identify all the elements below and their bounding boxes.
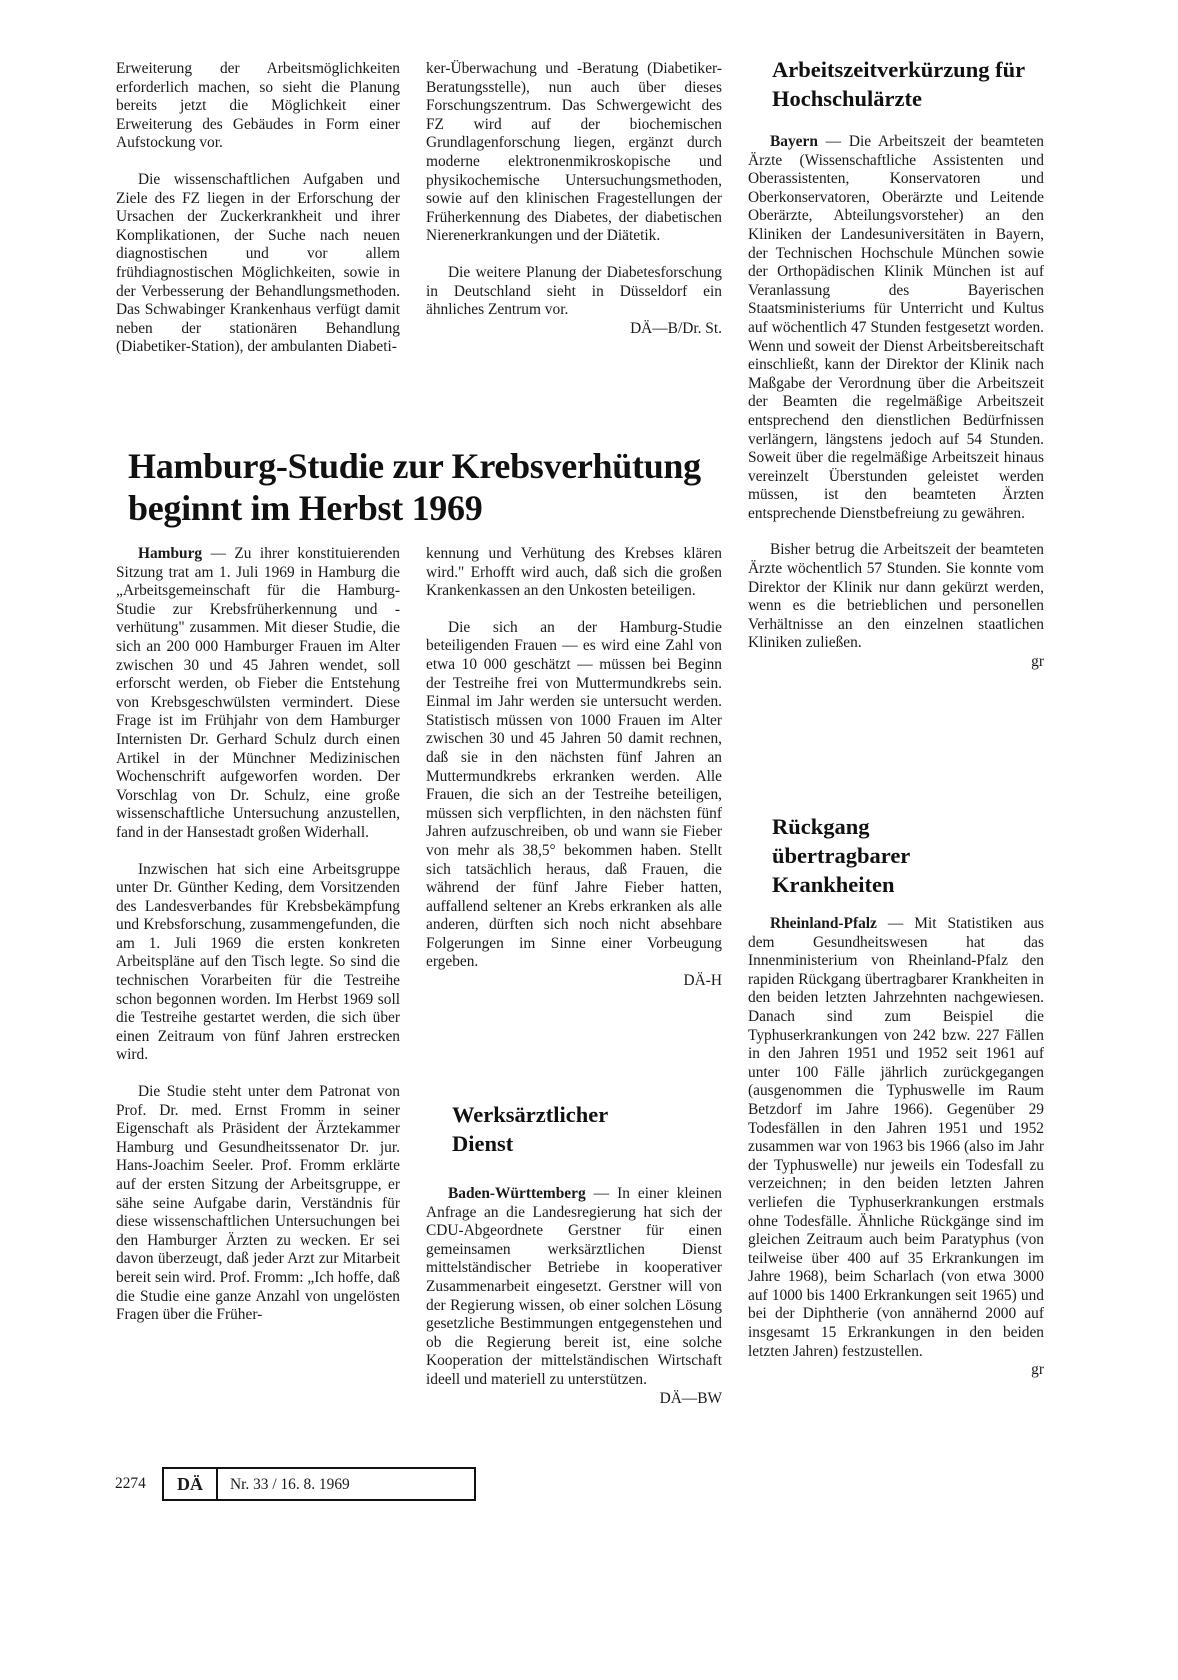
page-number: 2274 [115,1475,146,1492]
arbeitszeit-paragraph-1-text: — Die Arbeitszeit der beamteten Ärzte (Wissenschaftliche Assistenten und Oberassistenten, Konservatoren und Oberkonservatoren, Oberärzte und Leitende Oberärzte, Abteilungsvorsteher) an den Kliniken der Landesuniversitäten in Bayern, der Technischen Hochschule München sowie der Orthopädischen Klinik München ist auf Veranlassung des Bayerischen Staatsministeriums für Unterricht und Kultus auf wöchentlich 47 Stunden festgesetzt worden. Wenn und soweit der Dienst Arbeitsbereitschaft einschließt, kann der Direktor der Klinik nach Maßgabe der Verordnung über die Arbeitszeit der Beamten die regelmäßige Arbeitszeit entsprechend den dienstlichen Bedürfnissen verlängern, längstens jedoch auf 54 Stunden. Soweit über die regelmäßige Arbeitszeit hinaus vereinzelt Überstunden geleistet werden müssen, ist den beamteten Ärzten entsprechende Dienstbefreiung zu gewähren. [748,133,1044,522]
hamburg-col1 [116,545,400,1343]
issue-box [162,1467,476,1501]
rueckgang-body [748,915,1044,1380]
col1-top-paragraph-1: Erweiterung der Arbeitsmöglichkeiten erforderlich machen, so sieht die Planung bereits jetzt die Möglichkeit einer Erweiterung des Gebäudes in Form einer Aufstockung vor. [116,60,400,152]
arbeitszeit-paragraph-2: Bisher betrug die Arbeitszeit der beamteten Ärzte wöchentlich 57 Stunden. Sie konnte vom Direktor der Klinik nur dann gekürzt werden, wenn es die betrieblichen und personellen Verhältnisse an den einzelnen staatlichen Kliniken zuließen. [748,541,1044,652]
hamburg-location: Hamburg [138,545,203,562]
col2-top-continuation [426,60,722,338]
werk-signature: DÄ—BW [659,1389,722,1407]
col1-top-continuation [116,60,400,375]
rueckgang-paragraph-1 [748,915,1044,1361]
journal-logo: DÄ [164,1469,218,1499]
arbeitszeit-body [748,133,1044,672]
rueckgang-location: Rheinland-Pfalz [770,915,877,932]
werk-location: Baden-Württemberg [448,1185,586,1202]
hamburg-paragraph-1 [116,545,400,843]
hamburg-paragraph-2: Inzwischen hat sich eine Arbeitsgruppe unter Dr. Günther Keding, dem Vorsitzenden des Landesverbandes für Krebsbekämpfung und Krebsforschung, zusammengefunden, die am 1. Juli 1969 die ersten konkreten Arbeitspläne auf den Tisch legte. So sind die technischen Vorarbeiten für die Testreihe schon begonnen worden. Im Herbst 1969 soll die Testreihe gestartet werden, die sich über einen Zeitraum von fünf Jahren erstrecken wird. [116,860,400,1064]
hamburg-paragraph-4: kennung und Verhütung des Krebses klären wird." Erhofft wird auch, daß sich die großen Krankenkassen an den Unkosten beteiligen. [426,545,722,600]
rueckgang-paragraph-1-text: — Mit Statistiken aus dem Gesundheitswesen hat das Innenministerium von Rheinland-Pfalz den rapiden Rückgang übertragbarer Krankheiten in den beiden letzten Jahrzehnten nachgewiesen. Danach sind zum Beispiel die Typhuserkrankungen von 242 bzw. 227 Fällen in den Jahren 1951 und 1952 seit 1961 auf unter 100 Fälle jährlich zurückgegangen (ausgenommen die Typhuswelle im Raum Betzdorf im Jahre 1966). Gegenüber 29 Todesfällen in den Jahren 1951 und 1952 zusammen war von 1963 bis 1966 (also im Jahr der Typhuswelle) nur jeweils ein Todesfall zu verzeichnen; in den beiden letzten Jahren verliefen die Typhuserkrankungen erstmals ohne Todesfälle. Ähnliche Rückgänge sind im gleichen Zeitraum auch beim Paratyphus (von teilweise über 400 auf 35 Erkrankungen im Jahre 1968), beim Scharlach (von etwa 3000 auf 1000 bis 1400 Erkrankungen seit 1965) und bei der Diphtherie (von annähernd 2000 auf insgesamt 15 Erkrankungen in den beiden letzten Jahren) festzustellen. [748,915,1044,1360]
arbeitszeit-signature: gr [1031,653,1044,671]
hamburg-signature: DÄ-H [683,972,722,990]
werk-paragraph-1 [426,1185,722,1390]
arbeitszeit-location: Bayern [770,133,818,150]
col1-top-paragraph-2: Die wissenschaftlichen Aufgaben und Ziele des FZ liegen in der Erforschung der Ursachen der Zuckerkrankheit und ihrer Komplikationen, der Suche nach neuen diagnostischen und vor allem frühdiagnostischen Möglichkeiten, sowie in der Verbesserung der Behandlungsmethoden. Das Schwabinger Krankenhaus verfügt damit neben der stationären Behandlung (Diabetiker-Station), der ambulanten Diabeti- [116,170,400,356]
hamburg-paragraph-5: Die sich an der Hamburg-Studie beteiligenden Frauen — es wird eine Zahl von etwa 10 000 geschätzt — müssen bei Beginn der Testreihe frei von Muttermundkrebs sein. Einmal im Jahr werden sie untersucht werden. Statistisch müssen von 1000 Frauen im Alter zwischen 30 und 45 Jahren 50 damit rechnen, daß sie in den nächsten fünf Jahren an Muttermundkrebs erkranken werden. Alle Frauen, die sich an der Testreihe beteiligen, müssen sich verpflichten, in den nächsten fünf Jahren aufzuschreiben, ob und wann sie Fieber von mehr als 38,5° bekommen haben. Stellt sich tatsächlich heraus, daß Frauen, die während der fünf Jahre Fieber hatten, auffallend seltener an Krebs erkranken als alle anderen, dürften sich noch nicht absehbare Folgerungen im Sinne einer Vorbeugung ergeben. [426,618,722,971]
hamburg-col2 [426,545,722,991]
werk-body [426,1185,722,1408]
col2-top-paragraph-1: ker-Überwachung und -Beratung (Diabetiker-Beratungsstelle), nun auch über dieses Forschungszentrum. Das Schwergewicht des FZ wird auf der biochemischen Grundlagenforschung liegen, ergänzt durch moderne elektronenmikroskopische und physikochemische Untersuchungsmethoden, sowie auf den klinischen Fragestellungen der Früherkennung des Diabetes, der diabetischen Nierenerkrankungen und der Diätetik. [426,60,722,245]
hamburg-paragraph-1-text: — Zu ihrer konstituierenden Sitzung trat am 1. Juli 1969 in Hamburg die „Arbeitsgemeinschaft für die Hamburg-Studie zur Krebsfrüherkennung und -verhütung" zusammen. Mit dieser Studie, die sich an 200 000 Hamburger Frauen im Alter zwischen 30 und 45 Jahren wendet, soll erforscht werden, ob Fieber die Entstehung von Krebsgeschwülsten vermindert. Diese Frage ist im Frühjahr von dem Hamburger Internisten Dr. Gerhard Schulz durch einen Artikel in der Münchner Medizinischen Wochenschrift aufgeworfen worden. Der Vorschlag von Dr. Schulz, eine große wissenschaftliche Untersuchung anzustellen, fand in der Hansestadt großen Widerhall. [116,545,400,841]
issue-info: Nr. 33 / 16. 8. 1969 [230,1476,350,1493]
rueckgang-signature: gr [1031,1361,1044,1379]
rueckgang-headline: Rückgang übertragbarer Krankheiten [772,814,910,897]
col2-top-paragraph-2: Die weitere Planung der Diabetesforschung in Deutschland sieht in Düsseldorf ein ähnliches Zentrum vor. [426,263,722,319]
hamburg-headline: Hamburg-Studie zur Krebsverhütung beginnt im Herbst 1969 [128,446,701,528]
hamburg-paragraph-3: Die Studie steht unter dem Patronat von Prof. Dr. med. Ernst Fromm in seiner Eigenschaft als Präsident der Ärztekammer Hamburg und Gesundheitssenator Dr. jur. Hans-Joachim Seeler. Prof. Fromm erklärte auf der ersten Sitzung der Arbeitsgruppe, er sähe seine Aufgabe darin, Verständnis für diese wissenschaftlichen Untersuchungen bei den Hamburger Ärzten zu wecken. Er sei davon überzeugt, daß jeder Arzt zur Mitarbeit bereit sein wird. Prof. Fromm: „Ich hoffe, daß die Studie eine ganze Anzahl von ungelösten Fragen über die Früher- [116,1083,400,1324]
col2-top-signature: DÄ—B/Dr. St. [630,319,722,337]
werk-headline: Werksärztlicher Dienst [452,1102,608,1156]
arbeitszeit-headline: Arbeitszeitverkürzung für Hochschulärzte [772,57,1025,111]
werk-paragraph-1-text: — In einer kleinen Anfrage an die Landesregierung hat sich der CDU-Abgeordnete Gerstner für einen gemeinsamen werksärztlichen Dienst mittelständischer Betriebe in kooperativer Zusammenarbeit eingesetzt. Gerstner will von der Regierung wissen, ob einer solchen Lösung gesetzliche Bestimmungen entgegenstehen und ob die Regierung bereit ist, eine solche Kooperation der mittelständischen Wirtschaft ideell und materiell zu unterstützen. [426,1185,722,1388]
arbeitszeit-paragraph-1 [748,133,1044,523]
